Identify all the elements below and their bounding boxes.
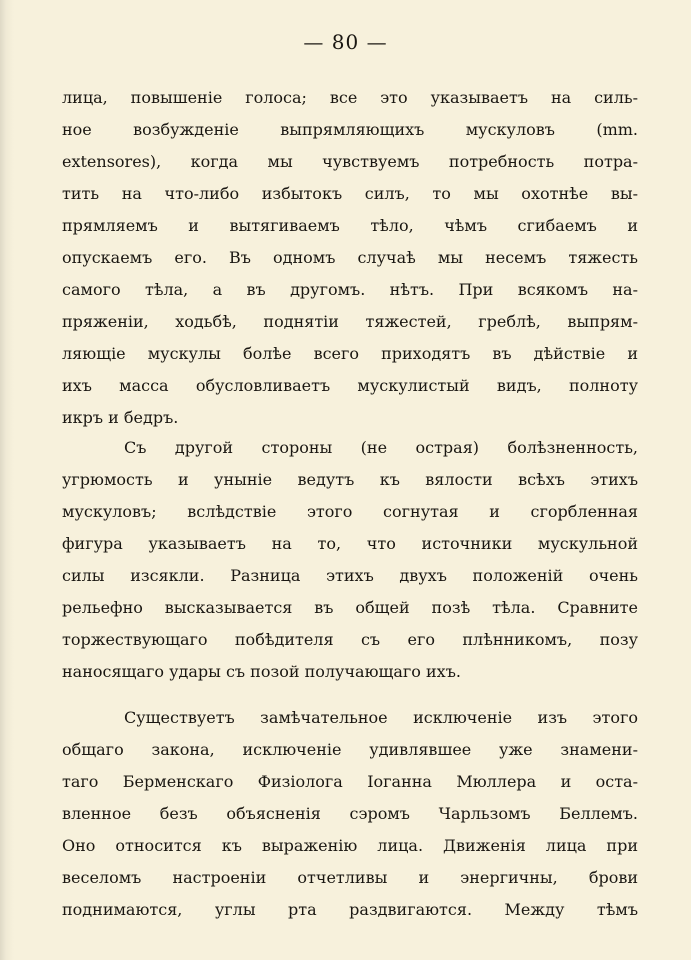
text-line: угрюмость и уныніе ведутъ къ вялости всѣхъ этихъ: [62, 470, 638, 489]
text-line: общаго закона, исключеніе удивлявшее уже знамени-: [62, 740, 638, 759]
text-line: ляющіе мускулы болѣе всего приходятъ въ дѣйствіе и: [62, 344, 638, 363]
text-line: фигура указываетъ на то, что источники мускульной: [62, 534, 638, 553]
text-line: тить на что-либо избытокъ силъ, то мы охотнѣе вы-: [62, 184, 638, 203]
page-number: — 80 —: [303, 30, 388, 54]
text-line: силы изсякли. Разница этихъ двухъ положеній очень: [62, 566, 638, 585]
text-line: веселомъ настроеніи отчетливы и энергичны, брови: [62, 868, 638, 887]
text-line: вленное безъ объясненія сэромъ Чарльзомъ Беллемъ.: [62, 804, 638, 823]
text-line: рельефно высказывается въ общей позѣ тѣла. Сравните: [62, 598, 638, 617]
text-line: ихъ масса обусловливаетъ мускулистый видъ, полноту: [62, 376, 638, 395]
text-line: Существуетъ замѣчательное исключеніе изъ этого: [124, 708, 638, 727]
paragraph-3: [62, 702, 638, 926]
paragraph-1: [62, 82, 638, 434]
text-line: торжествующаго побѣдителя съ его плѣнникомъ, позу: [62, 630, 638, 649]
paragraph-2: [62, 432, 638, 688]
text-line: лица, повышеніе голоса; все это указываетъ на силь-: [62, 88, 638, 107]
text-line: поднимаются, углы рта раздвигаются. Между тѣмъ: [62, 900, 638, 919]
text-line: опускаемъ его. Въ одномъ случаѣ мы несемъ тяжесть: [62, 248, 638, 267]
text-line: Съ другой стороны (не острая) болѣзненность,: [124, 438, 638, 457]
text-line: extensores), когда мы чувствуемъ потребность потра-: [62, 152, 638, 171]
text-line: мускуловъ; вслѣдствіе этого согнутая и сгорбленная: [62, 502, 638, 521]
text-line: ное возбужденіе выпрямляющихъ мускуловъ (mm.: [62, 120, 638, 139]
text-line: икръ и бедръ.: [62, 408, 179, 427]
text-line: Оно относится къ выраженію лица. Движенія лица при: [62, 836, 638, 855]
text-line: прямляемъ и вытягиваемъ тѣло, чѣмъ сгибаемъ и: [62, 216, 638, 235]
text-line: пряженіи, ходьбѣ, поднятіи тяжестей, греблѣ, выпрям-: [62, 312, 638, 331]
text-line: самого тѣла, а въ другомъ. нѣтъ. При всякомъ на-: [62, 280, 638, 299]
text-line: наносящаго удары съ позой получающаго ихъ.: [62, 662, 461, 681]
text-line: таго Берменскаго Физіолога Іоганна Мюллера и оста-: [62, 772, 638, 791]
